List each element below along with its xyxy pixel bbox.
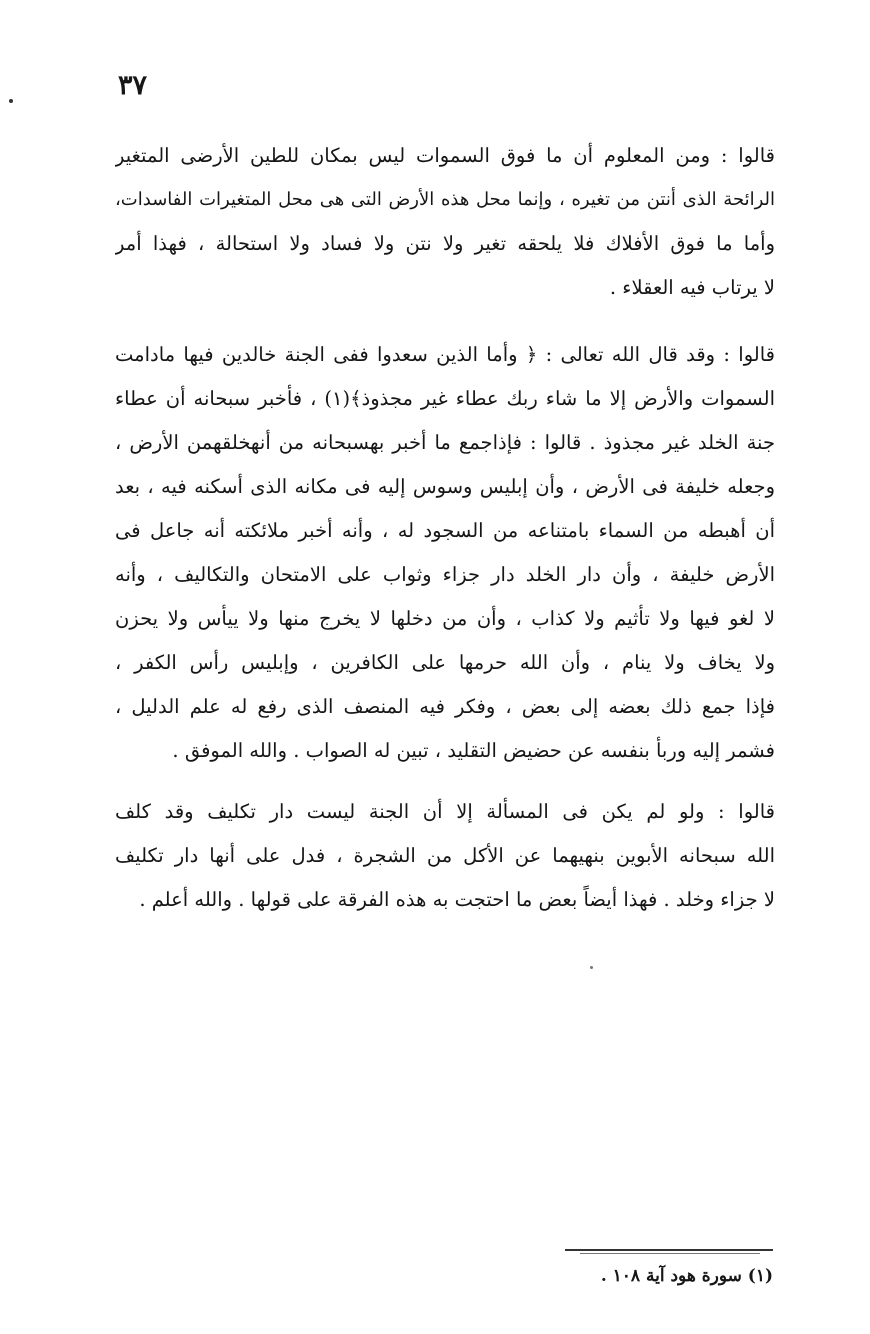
text-line: الرائحة الذى أنتن من تغيره ، وإنما محل هذه الأرض التى هى محل المتغيرات الفاسدات،	[115, 189, 775, 210]
paragraph-1	[115, 134, 775, 310]
paragraph-3	[115, 790, 775, 922]
text-line: الله سبحانه الأبوين بنهيهما عن الأكل من الشجرة ، فدل على أنها دار تكليف	[115, 844, 775, 867]
text-line: ولا يخاف ولا ينام ، وأن الله حرمها على الكافرين ، وإبليس رأس الكفر ،	[115, 651, 775, 674]
text-line: قالوا : ومن المعلوم أن ما فوق السموات ليس بمكان للطين الأرضى المتغير	[115, 144, 775, 167]
text-line: وأما ما فوق الأفلاك فلا يلحقه تغير ولا نتن ولا فساد ولا استحالة ، فهذا أمر	[115, 232, 775, 255]
text-line: لا يرتاب فيه العقلاء .	[609, 276, 775, 299]
text-line: لا جزاء وخلد . فهذا أيضاً بعض ما احتجت به هذه الفرقة على قولها . والله أعلم .	[139, 888, 775, 911]
footnote: (١) سورة هود آية ١٠٨ .	[600, 1266, 773, 1286]
footnote-divider	[580, 1253, 760, 1254]
text-line: فإذا جمع ذلك بعضه إلى بعض ، وفكر فيه المنصف الذى رفع له علم الدليل ،	[115, 695, 775, 718]
scan-speck	[590, 966, 593, 969]
text-line: قالوا : وقد قال الله تعالى : ﴿ وأما الذين سعدوا ففى الجنة خالدين فيها مادامت	[115, 343, 775, 366]
text-line: فشمر إليه وربأ بنفسه عن حضيض التقليد ، تبين له الصواب . والله الموفق .	[172, 739, 775, 762]
text-line: لا لغو فيها ولا تأثيم ولا كذاب ، وأن من دخلها لا يخرج منها ولا ييأس ولا يحزن	[115, 607, 775, 630]
footnote-divider	[565, 1249, 773, 1251]
text-line: جنة الخلد غير مجذوذ . قالوا : فإذاجمع ما أخبر بهسبحانه من أنهخلقهمن الأرض ،	[115, 431, 775, 454]
text-line: السموات والأرض إلا ما شاء ربك عطاء غير مجذوذ﴾(١) ، فأخبر سبحانه أن عطاء	[115, 387, 775, 410]
scan-speck	[9, 99, 13, 103]
text-line: أن أهبطه من السماء بامتناعه من السجود له ، وأنه أخبر ملائكته أنه جاعل فى	[115, 519, 775, 542]
text-line: الأرض خليفة ، وأن دار الخلد دار جزاء وثواب على الامتحان والتكاليف ، وأنه	[115, 563, 775, 586]
paragraph-2	[115, 333, 775, 773]
text-line: وجعله خليفة فى الأرض ، وأن إبليس وسوس إليه فى مكانه الذى أسكنه فيه ، بعد	[115, 475, 775, 498]
page-number: ٣٧	[118, 70, 148, 101]
text-line: قالوا : ولو لم يكن فى المسألة إلا أن الجنة ليست دار تكليف وقد كلف	[115, 800, 775, 823]
